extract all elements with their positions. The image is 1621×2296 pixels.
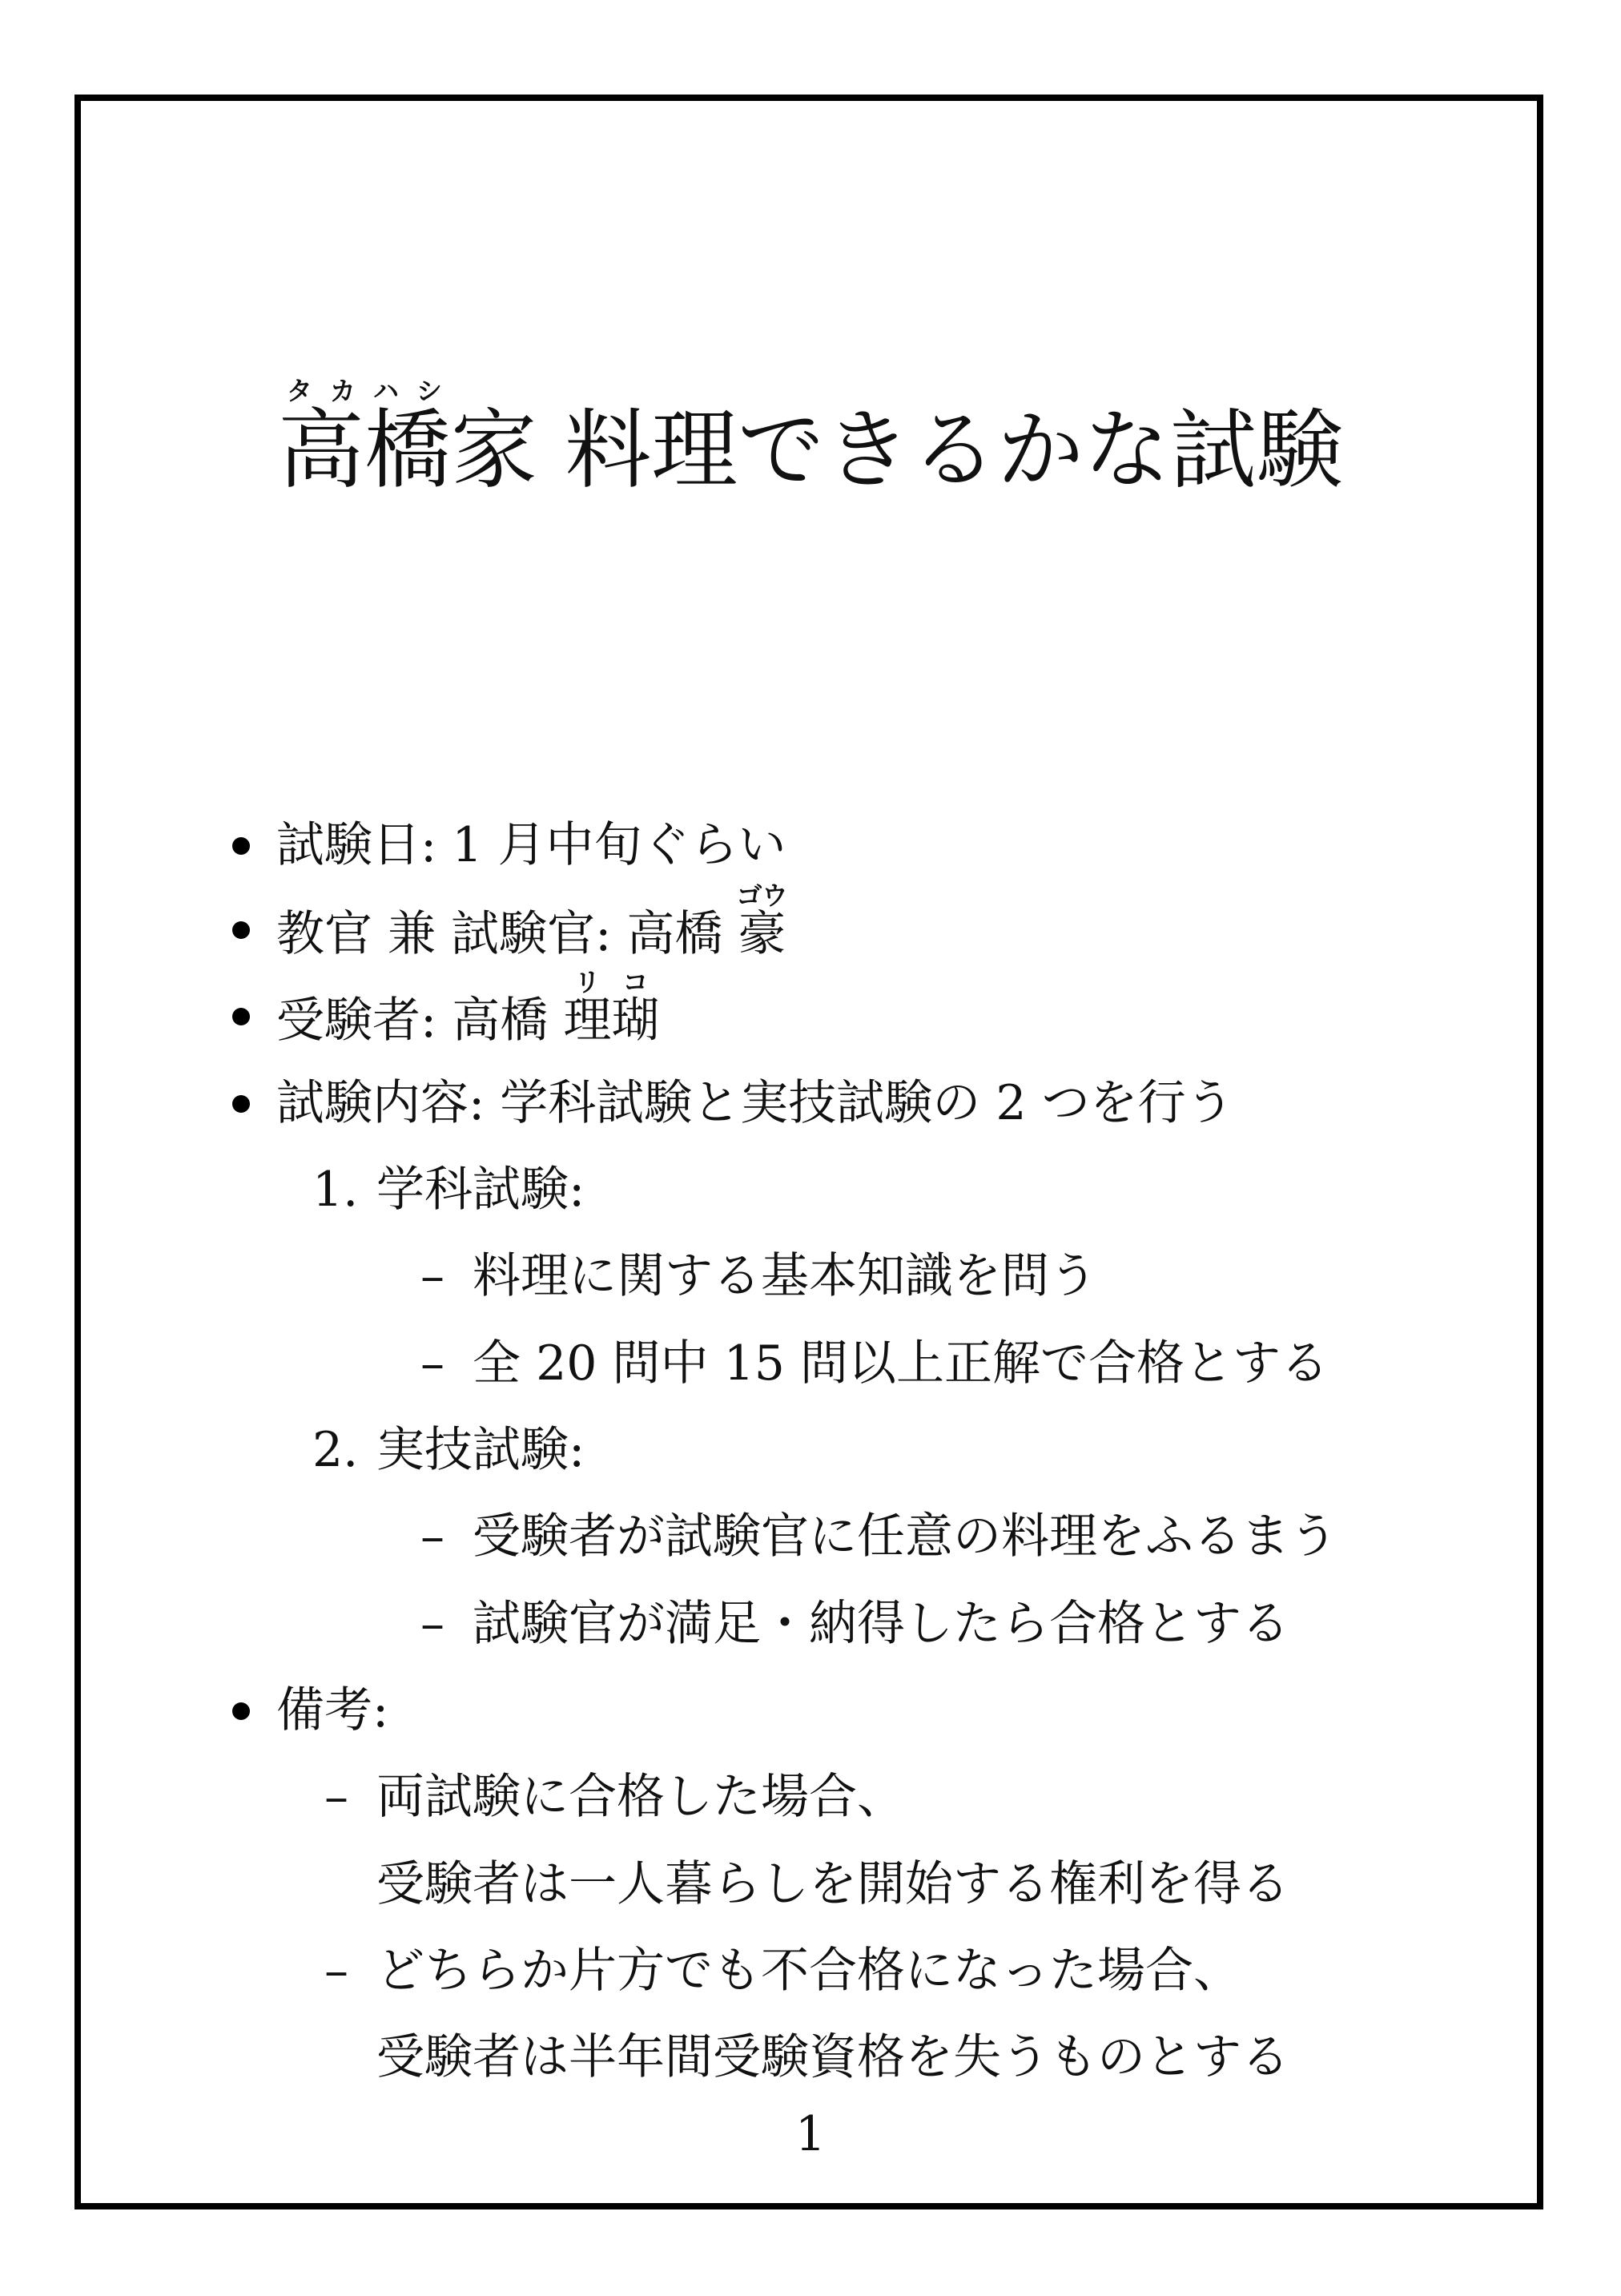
- remark-pass-line1: 両試験に合格した場合、: [376, 1769, 905, 1825]
- exam-content-line: 試験内容: 学科試験と実技試験の 2 つを行う: [276, 1075, 1234, 1131]
- page-number: 1: [794, 2106, 827, 2162]
- bullet-marker: [232, 1702, 250, 1720]
- remarks-label: 備考:: [276, 1682, 389, 1738]
- remark-pass-line2: 受験者は一人暮らしを開始する権利を得る: [376, 1856, 1289, 1912]
- practical-exam-detail: 受験者が試験官に任意の料理をふるまう: [473, 1509, 1337, 1565]
- dash-marker: –: [420, 1509, 444, 1565]
- examinee-name-ko: 瑚コ: [611, 967, 660, 1049]
- practical-exam-pass-rule: 試験官が満足・納得したら合格とする: [473, 1596, 1289, 1652]
- dash-marker: –: [420, 1248, 444, 1304]
- examinee-line: 受験者: 高橋 理リ瑚コ: [276, 967, 660, 1049]
- dash-marker: –: [324, 1769, 348, 1825]
- list-number: 1.: [312, 1162, 359, 1218]
- title-char-taka: 高タカ: [277, 376, 364, 501]
- exam-date-line: 試験日: 1 月中旬ぐらい: [276, 817, 786, 873]
- bullet-marker: [232, 921, 250, 939]
- title-char-hashi: 橋ハシ: [364, 376, 451, 501]
- written-exam-label: 学科試験:: [376, 1162, 585, 1218]
- document-title: [0, 376, 1621, 501]
- bullet-marker: [232, 1008, 250, 1025]
- practical-exam-label: 実技試験:: [376, 1422, 585, 1478]
- written-exam-detail: 料理に関する基本知識を問う: [473, 1248, 1097, 1304]
- dash-marker: –: [420, 1596, 444, 1652]
- dash-marker: –: [324, 1943, 348, 1999]
- list-number: 2.: [312, 1422, 359, 1478]
- instructor-line: 教官 兼 試験官: 高橋 豪ゴウ: [276, 880, 788, 962]
- remark-fail-line2: 受験者は半年間受験資格を失うものとする: [376, 2029, 1289, 2085]
- instructor-name: 豪ゴウ: [736, 880, 788, 962]
- remark-fail-line1: どちらか片方でも不合格になった場合、: [376, 1943, 1241, 1999]
- bullet-marker: [232, 1095, 250, 1113]
- bullet-marker: [232, 837, 250, 855]
- title-rest: 家 料理できるかな試験: [450, 401, 1344, 501]
- examinee-name-ri: 理リ: [563, 967, 612, 1049]
- dash-marker: –: [420, 1335, 444, 1392]
- written-exam-pass-rule: 全 20 問中 15 問以上正解で合格とする: [473, 1335, 1329, 1392]
